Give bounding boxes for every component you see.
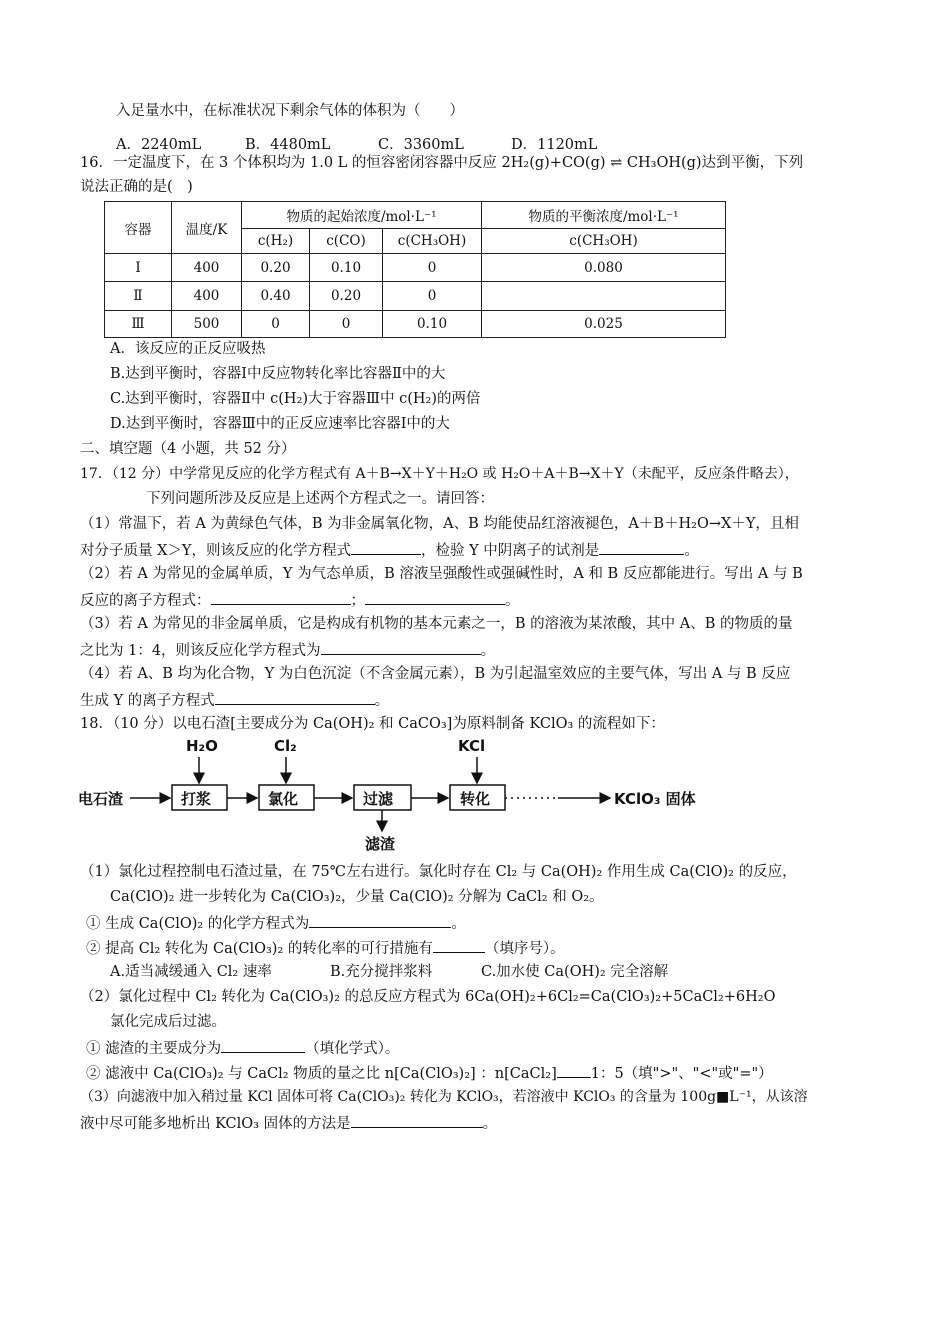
answer-blank[interactable] (215, 689, 375, 705)
q18-option-a: A.适当减缓通入 Cl₂ 速率 (110, 964, 272, 980)
q16-data-table (104, 201, 726, 338)
text: 之比为 1：4，则该反应化学方程式为 (80, 643, 321, 659)
th-c-ch3oh: c(CH₃OH) (383, 229, 482, 254)
q18-sub1 (86, 912, 466, 934)
answer-blank[interactable] (351, 539, 421, 555)
q17-stem-2: 下列问题所涉及反应是上述两个方程式之一。请回答： (146, 491, 494, 507)
q17-part4-line2 (80, 689, 389, 711)
text: ① 滤渣的主要成分为 (86, 1041, 222, 1057)
text: 。 (684, 543, 699, 559)
q18-option-c: C.加水使 Ca(OH)₂ 完全溶解 (481, 964, 669, 980)
text: 反应的离子方程式： (80, 593, 211, 609)
text: ① 生成 Ca(ClO)₂ 的化学方程式为 (86, 916, 310, 932)
cell-co: 0.10 (310, 254, 383, 282)
q18-part3: （3）向滤液中加入稍过量 KCl 固体可将 Ca(ClO₃)₂ 转化为 KClO₃，若溶液中 KClO₃ 的含量为 100g■L⁻¹，从该溶 (80, 1089, 808, 1105)
answer-blank[interactable] (211, 589, 351, 605)
cell-container: Ⅲ (105, 311, 172, 338)
answer-blank[interactable] (321, 639, 481, 655)
q16-option-b: B.达到平衡时，容器Ⅰ中反应物转化率比容器Ⅱ中的大 (110, 366, 446, 382)
q18-option-b: B.充分搅拌浆料 (330, 964, 433, 980)
text: 。 (451, 916, 466, 932)
q17-part4: （4）若 A、B 均为化合物，Y 为白色沉淀（不含金属元素），B 为引起温室效应的主要气体，写出 A 与 B 反应 (80, 666, 791, 682)
q15-option-a: A．2240mL (116, 137, 202, 153)
q16-stem: 16．一定温度下，在 3 个体积均为 1.0 L 的恒容密闭容器中反应 2H₂(g)+CO(g) ⇌ CH₃OH(g)达到平衡，下列 (80, 155, 804, 171)
step-chlorination: 氯化 (268, 790, 299, 808)
text: 对分子质量 X＞Y，则该反应的化学方程式 (80, 543, 352, 559)
flow-end-label: KClO₃ 固体 (614, 790, 696, 808)
answer-blank[interactable] (599, 539, 684, 555)
q18-sub2 (86, 937, 565, 959)
answer-blank[interactable] (557, 1062, 591, 1078)
cell-co: 0 (310, 311, 383, 338)
cell-h2: 0.20 (242, 254, 310, 282)
q16-option-c: C.达到平衡时，容器Ⅱ中 c(H₂)大于容器Ⅲ中 c(H₂)的两倍 (110, 391, 481, 407)
text: （填序号）。 (484, 941, 565, 957)
step-conversion: 转化 (460, 790, 491, 808)
q15-stem-tail: 入足量水中，在标准状况下剩余气体的体积为（ ） (116, 103, 464, 119)
q17-part3: （3）若 A 为常见的非金属单质，它是构成有机物的基本元素之一，B 的溶液为某浓酸，其中 A、B 的物质的量 (80, 616, 793, 632)
text: 。 (505, 593, 520, 609)
text: ，检验 Y 中阴离子的试剂是 (421, 543, 600, 559)
th-c-co: c(CO) (310, 229, 383, 254)
q18-part2: （2）氯化过程中 Cl₂ 转化为 Ca(ClO₃)₂ 的总反应方程式为 6Ca(OH)₂+6Cl₂=Ca(ClO₃)₂+5CaCl₂+6H₂O (80, 989, 776, 1005)
q18-part1-line2: Ca(ClO)₂ 进一步转化为 Ca(ClO₃)₂，少量 Ca(ClO)₂ 分解为 CaCl₂ 和 O₂。 (110, 889, 604, 905)
cell-container: Ⅰ (105, 254, 172, 282)
step-pulping: 打浆 (181, 790, 212, 808)
text: ② 滤液中 Ca(ClO₃)₂ 与 CaCl₂ 物质的量之比 n[Ca(ClO₃)₂] ：n[CaCl₂] (86, 1066, 557, 1082)
text: 生成 Y 的离子方程式 (80, 693, 215, 709)
flow-start-label: 电石渣 (78, 790, 124, 808)
answer-blank[interactable] (309, 912, 451, 928)
q18-stem: 18．（10 分）以电石渣[主要成分为 Ca(OH)₂ 和 CaCO₃]为原料制备 KClO₃ 的流程如下： (80, 716, 665, 732)
table-row (105, 311, 726, 338)
cell-container: Ⅱ (105, 282, 172, 311)
q17-part1: （1）常温下，若 A 为黄绿色气体，B 为非金属氧化物，A、B 均能使品红溶液褪色，A＋B＋H₂O→X＋Y，且相 (80, 516, 799, 532)
q17-part1-line2 (80, 539, 699, 561)
text: （填化学式）。 (305, 1041, 400, 1057)
q17-part2: （2）若 A 为常见的金属单质，Y 为气态单质，B 溶液呈强酸性或强碱性时，A 和 B 反应都能进行。写出 A 与 B (80, 566, 803, 582)
cell-eq (482, 282, 726, 311)
cell-ch3oh: 0 (383, 282, 482, 311)
q17-part3-line2 (80, 639, 495, 661)
answer-blank[interactable] (221, 1037, 305, 1053)
q16-stem-2: 说法正确的是( ) (80, 179, 193, 195)
answer-blank[interactable] (433, 937, 485, 953)
cell-temp: 500 (172, 311, 242, 338)
input-h2o: H₂O (186, 737, 218, 755)
text: ② 提高 Cl₂ 转化为 Ca(ClO₃)₂ 的转化率的可行措施有 (86, 941, 433, 957)
text: 1：5（填">"、"<"或"="） (590, 1066, 773, 1082)
th-c-h2: c(H₂) (242, 229, 310, 254)
th-c-ch3oh-eq: c(CH₃OH) (482, 229, 726, 254)
q15-option-d: D．1120mL (511, 137, 598, 153)
q18-part3-line2 (80, 1112, 497, 1134)
q18-sub3 (86, 1037, 399, 1059)
section-heading: 二、填空题（4 小题，共 52 分） (80, 441, 296, 457)
text: 。 (374, 693, 390, 709)
q18-part2-line2: 氯化完成后过滤。 (110, 1014, 226, 1030)
cell-eq: 0.080 (482, 254, 726, 282)
answer-blank[interactable] (351, 1112, 483, 1128)
process-flow-diagram (78, 731, 718, 855)
q18-sub4 (86, 1062, 773, 1084)
q15-option-b: B．4480mL (245, 137, 331, 153)
text: ； (350, 593, 365, 609)
table-row (105, 282, 726, 311)
cell-eq: 0.025 (482, 311, 726, 338)
table-row (105, 254, 726, 282)
th-start-conc: 物质的起始浓度/mol·L⁻¹ (242, 202, 482, 229)
q18-part1: （1）氯化过程控制电石渣过量，在 75℃左右进行。氯化时存在 Cl₂ 与 Ca(OH)₂ 作用生成 Ca(ClO)₂ 的反应， (80, 864, 797, 880)
answer-blank[interactable] (365, 589, 505, 605)
th-temperature: 温度/K (172, 202, 242, 254)
text: 。 (480, 643, 496, 659)
cell-ch3oh: 0.10 (383, 311, 482, 338)
cell-temp: 400 (172, 282, 242, 311)
th-container: 容器 (105, 202, 172, 254)
text: 。 (482, 1116, 498, 1132)
q17-stem: 17．（12 分）中学常见反应的化学方程式有 A＋B→X＋Y＋H₂O 或 H₂O＋A＋B→X＋Y（未配平，反应条件略去）， (80, 466, 799, 482)
cell-co: 0.20 (310, 282, 383, 311)
cell-ch3oh: 0 (383, 254, 482, 282)
input-kcl: KCl (458, 737, 486, 755)
step-filtration: 过滤 (363, 790, 394, 808)
q15-option-c: C．3360mL (378, 137, 464, 153)
q17-part2-line2 (80, 589, 520, 611)
q16-option-d: D.达到平衡时，容器Ⅲ中的正反应速率比容器Ⅰ中的大 (110, 416, 450, 432)
text: 液中尽可能多地析出 KClO₃ 固体的方法是 (80, 1116, 351, 1132)
cell-temp: 400 (172, 254, 242, 282)
byproduct-residue: 滤渣 (365, 835, 396, 853)
input-cl2: Cl₂ (274, 737, 297, 755)
th-eq-conc: 物质的平衡浓度/mol·L⁻¹ (482, 202, 726, 229)
cell-h2: 0 (242, 311, 310, 338)
cell-h2: 0.40 (242, 282, 310, 311)
q16-option-a: A．该反应的正反应吸热 (110, 341, 266, 357)
